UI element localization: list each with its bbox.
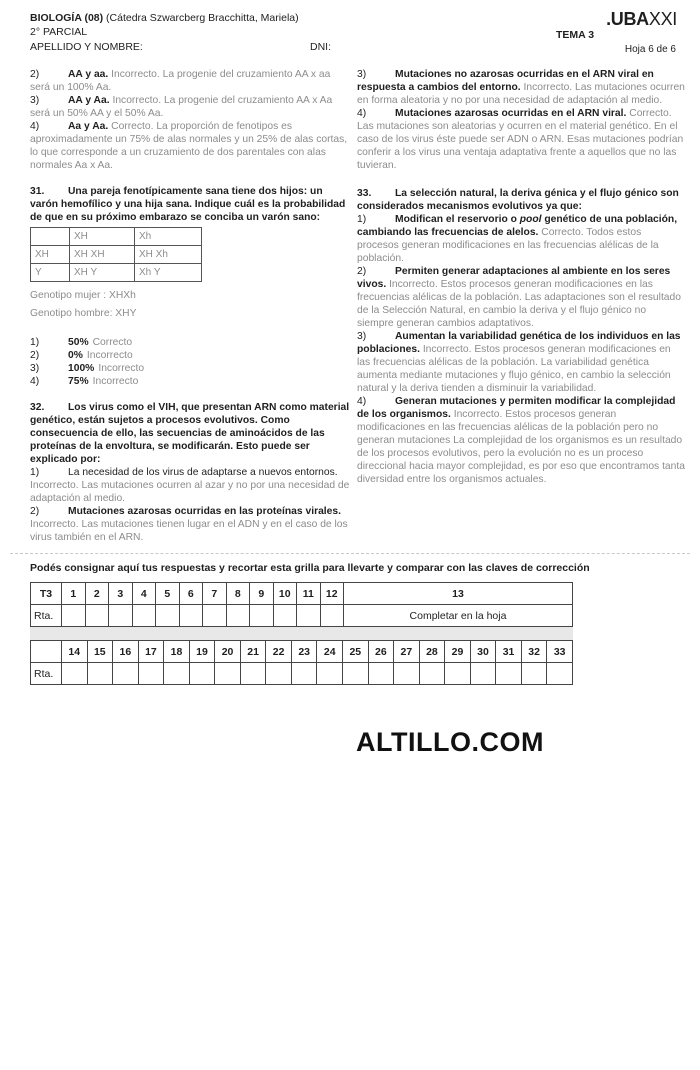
grid-header-row [31, 583, 573, 605]
grid-cell: 8 [226, 583, 250, 605]
grid-cell: 32 [521, 641, 547, 663]
grid-cell: 25 [343, 641, 369, 663]
option-value: 50% [68, 337, 89, 348]
grid-cell: 15 [87, 641, 113, 663]
item-explanation: Correcto. La proporción de fenotipos es aproximadamente un 75% de alas normales y un 25% de alas cortas, lo que corresponde a un cruzamiento de dos parentales con alas normales Aa x Aa. [30, 121, 348, 171]
grid-cell [87, 663, 113, 685]
answer-item [357, 213, 685, 265]
left-column [30, 68, 352, 544]
punnett-cell: XH Xh [135, 246, 202, 264]
option-number: 3) [30, 363, 40, 374]
item-number: 2) [30, 506, 40, 517]
logo-xxi: XXI [648, 9, 677, 29]
grid-cell [297, 605, 321, 627]
punnett-cell: Y [31, 264, 70, 282]
punnett-cell: XH XH [70, 246, 135, 264]
option-item [30, 349, 352, 362]
item-number: 3) [357, 69, 367, 80]
grid-cell: 31 [496, 641, 522, 663]
grid-cell: T3 [31, 583, 62, 605]
answer-item [30, 466, 352, 505]
uba-xxi-logo [606, 9, 677, 30]
grid-cell [273, 605, 297, 627]
option-value: 100% [68, 363, 95, 374]
grid-cell [164, 663, 190, 685]
question-number: 32. [30, 402, 45, 413]
grid-cell: 12 [320, 583, 344, 605]
grid-cell [496, 663, 522, 685]
grid-cell: 29 [445, 641, 471, 663]
grid-cell [31, 641, 62, 663]
grid-cell: 18 [164, 641, 190, 663]
option-verdict: Correcto [92, 337, 133, 348]
grid-cell: 6 [179, 583, 203, 605]
grid-cell [240, 663, 266, 685]
genotype-line: Genotipo mujer : XHXh [30, 290, 136, 301]
right-column [357, 68, 685, 486]
item-statement: Mutaciones azarosas ocurridas en las proteínas virales. [68, 506, 341, 517]
grid-cell [317, 663, 343, 685]
grid-cell: 30 [470, 641, 496, 663]
grid-cell [343, 663, 369, 685]
punnett-cell: XH [31, 246, 70, 264]
grid-cell: 28 [419, 641, 445, 663]
grid-cell: Rta. [31, 663, 62, 685]
grid-cell [320, 605, 344, 627]
item-explanation: Incorrecto. Las mutaciones tienen lugar en el ADN y en el caso de los virus también en el ARN. [30, 519, 348, 543]
grid-cell: 17 [138, 641, 164, 663]
grid-cell: 7 [203, 583, 227, 605]
option-number: 4) [30, 376, 40, 387]
item-statement: AA y aa. [68, 69, 109, 80]
option-verdict: Incorrecto [98, 363, 145, 374]
grid-cell: 13 [344, 583, 573, 605]
answer-grid-section [30, 562, 590, 685]
item-statement: Generan mutaciones y permiten modificar la complejidad de los organismos. [357, 396, 676, 420]
question-32-heading [30, 401, 352, 466]
item-statement: Mutaciones no azarosas ocurridas en el ARN viral en respuesta a cambios del entorno. [357, 69, 654, 93]
name-field-label: APELLIDO Y NOMBRE: [30, 41, 143, 53]
item-number: 3) [357, 331, 367, 342]
grid-cell [179, 605, 203, 627]
answer-item [30, 120, 352, 172]
answer-item [30, 505, 352, 544]
grid-cell: 5 [156, 583, 180, 605]
punnett-cell: XH Y [70, 264, 135, 282]
answer-grid-table-1 [30, 582, 573, 627]
option-number: 2) [30, 350, 40, 361]
grid-cell [394, 663, 420, 685]
grid-cell [203, 605, 227, 627]
option-item [30, 375, 352, 388]
tema-label: TEMA 3 [556, 29, 595, 41]
altillo-watermark: ALTILLO.COM [356, 727, 544, 757]
item-number: 4) [357, 108, 367, 119]
course-code: BIOLOGÍA (08) [30, 12, 104, 24]
item-explanation: Incorrecto. Las mutaciones ocurren en forma aleatoria y no por una necesidad de adaptación al medio. [357, 82, 685, 106]
question-text: Los virus como el VIH, que presentan ARN como material genético, están sujetos a procesos evolutivos. Como consecuencia de ello, las secuencias de aminoácidos de las proteínas de la envoltura, se modificarán. Esto puede ser explicado por: [30, 402, 350, 465]
item-explanation: Correcto. Todos estos procesos generan modificaciones en las frecuencias alélicas de la población. [357, 227, 659, 264]
grid-cell [445, 663, 471, 685]
grid-cell [189, 663, 215, 685]
grid-cell [62, 605, 86, 627]
item-number: 4) [357, 396, 367, 407]
grid-cell [215, 663, 241, 685]
course-chair: (Cátedra Szwarcberg Bracchitta, Mariela) [103, 12, 299, 24]
item-statement: Aumentan la variabilidad genética de los individuos en las poblaciones. [357, 331, 681, 355]
punnett-cell: Xh Y [135, 264, 202, 282]
grid-cell [156, 605, 180, 627]
question-number: 31. [30, 186, 45, 197]
grid-cell [470, 663, 496, 685]
item-statement: Modifican el reservorio o [395, 214, 520, 225]
option-verdict: Incorrecto [86, 350, 133, 361]
item-explanation: Correcto. Las mutaciones son aleatorias y ocurren en el material genético. En el caso de los virus éste puede ser ADN o ARN. Esas mutaciones podrían conferir a los virus una ventaja adaptativa frente a aquellos que no las tuvieran. [357, 108, 684, 171]
grid-cell: 33 [547, 641, 573, 663]
option-item [30, 362, 352, 375]
grid-cell [521, 663, 547, 685]
answer-item [357, 265, 685, 330]
grid-cell: 4 [132, 583, 156, 605]
course-title [30, 12, 299, 24]
grid-cell: 3 [109, 583, 133, 605]
item-explanation: Incorrecto. La progenie del cruzamiento AA x Aa será un 50% AA y el 50% Aa. [30, 95, 333, 119]
table-row [31, 264, 202, 282]
answer-item [357, 395, 685, 486]
item-number: 1) [357, 214, 367, 225]
answer-grid-instructions: Podés consignar aquí tus respuestas y recortar esta grilla para llevarte y comparar con las claves de corrección [30, 562, 590, 574]
answer-item [357, 68, 685, 107]
logo-uba: .UBA [606, 9, 649, 29]
item-number: 3) [30, 95, 40, 106]
genotype-notes [30, 287, 352, 323]
item-statement: Permiten generar adaptaciones al ambiente en los seres vivos. [357, 266, 671, 290]
punnett-cell [31, 228, 70, 246]
option-value: 0% [68, 350, 83, 361]
grid-cell [226, 605, 250, 627]
punnett-square-table [30, 227, 202, 282]
dni-field-label: DNI: [310, 41, 331, 53]
answer-item [30, 94, 352, 120]
item-explanation: Incorrecto. La progenie del cruzamiento AA x aa será un 100% Aa. [30, 69, 331, 93]
question-text: La selección natural, la deriva génica y el flujo génico son considerados mecanismos evolutivos ya que: [357, 188, 679, 212]
question-31-heading [30, 185, 352, 224]
grid-cell: 11 [297, 583, 321, 605]
item-statement: AA y Aa. [68, 95, 110, 106]
item-number: 2) [357, 266, 367, 277]
answer-item [357, 330, 685, 395]
grid-cell [132, 605, 156, 627]
grid-cell: Completar en la hoja [344, 605, 573, 627]
option-item [30, 336, 352, 349]
grid-cell: 9 [250, 583, 274, 605]
cut-here-dotted-line [10, 553, 690, 554]
item-statement: Mutaciones azarosas ocurridas en el ARN viral. [395, 108, 627, 119]
question-number: 33. [357, 188, 372, 199]
grid-answer-row [31, 663, 573, 685]
table-row [31, 246, 202, 264]
item-statement: genético de una población, cambiando las frecuencias de alelos. [357, 214, 678, 238]
option-number: 1) [30, 337, 40, 348]
grid-cell: 22 [266, 641, 292, 663]
question-31-options [30, 336, 352, 388]
item-statement-italic: pool [519, 214, 542, 225]
item-explanation: Incorrecto. Estos procesos generan modificaciones en las frecuencias alélicas de la población pero no generan mutaciones La complejidad de los organismos es un resultado de los procesos evolutivos, pero la evolución no es un proceso direccional hacia mayor complejidad, es por eso que encontramos tanta diversidad entre los organismos actuales. [357, 409, 685, 485]
grid-cell: 26 [368, 641, 394, 663]
grid-cell: Rta. [31, 605, 62, 627]
option-verdict: Incorrecto [92, 376, 139, 387]
question-33-heading [357, 187, 685, 213]
item-explanation: Incorrecto. Estos procesos generan modificaciones en las frecuencias alélicas de la población. La variabilidad genética aumenta mediante mutaciones y flujo génico, en cambio la selección natural y la deriva tienden a disminuir la variabilidad. [357, 344, 671, 394]
punnett-cell: XH [70, 228, 135, 246]
grid-header-row [31, 641, 573, 663]
grid-answer-row [31, 605, 573, 627]
grid-cell [109, 605, 133, 627]
item-statement: Aa y Aa. [68, 121, 109, 132]
grid-cell: 1 [62, 583, 86, 605]
grid-cell [368, 663, 394, 685]
grid-separator-band [30, 627, 573, 640]
item-number: 1) [30, 467, 40, 478]
grid-cell: 24 [317, 641, 343, 663]
page-number: Hoja 6 de 6 [624, 44, 676, 55]
item-explanation: Incorrecto. Las mutaciones ocurren al azar y no por una necesidad de adaptación al medio. [30, 480, 350, 504]
grid-cell: 16 [113, 641, 139, 663]
option-value: 75% [68, 376, 89, 387]
grid-cell [138, 663, 164, 685]
punnett-cell: Xh [135, 228, 202, 246]
item-number: 4) [30, 121, 40, 132]
table-row [31, 228, 202, 246]
grid-cell: 27 [394, 641, 420, 663]
grid-cell: 14 [62, 641, 88, 663]
item-statement: La necesidad de los virus de adaptarse a nuevos entornos. [68, 467, 338, 478]
item-explanation: Incorrecto. Estos procesos generan modificaciones en las frecuencias alélicas de la población. Las adaptaciones son el resultado de la Selección Natural, en cambio la deriva y el flujo génico no siempre generan cambios adaptativos. [357, 279, 681, 329]
answer-item [357, 107, 685, 172]
grid-cell [419, 663, 445, 685]
question-text: Una pareja fenotípicamente sana tiene dos hijos: un varón hemofílico y una hija sana. Indique cuál es la probabilidad de que en su próximo embarazo se conciba un varón sano: [30, 186, 346, 223]
answer-item [30, 68, 352, 94]
genotype-line: Genotipo hombre: XHY [30, 308, 137, 319]
grid-cell: 21 [240, 641, 266, 663]
grid-cell [113, 663, 139, 685]
grid-cell [266, 663, 292, 685]
grid-cell [85, 605, 109, 627]
grid-cell [250, 605, 274, 627]
grid-cell [62, 663, 88, 685]
grid-cell: 23 [291, 641, 317, 663]
item-number: 2) [30, 69, 40, 80]
grid-cell [291, 663, 317, 685]
grid-cell [547, 663, 573, 685]
answer-grid-table-2 [30, 640, 573, 685]
exam-name: 2° PARCIAL [30, 26, 88, 38]
grid-cell: 19 [189, 641, 215, 663]
grid-cell: 10 [273, 583, 297, 605]
grid-cell: 20 [215, 641, 241, 663]
grid-cell: 2 [85, 583, 109, 605]
